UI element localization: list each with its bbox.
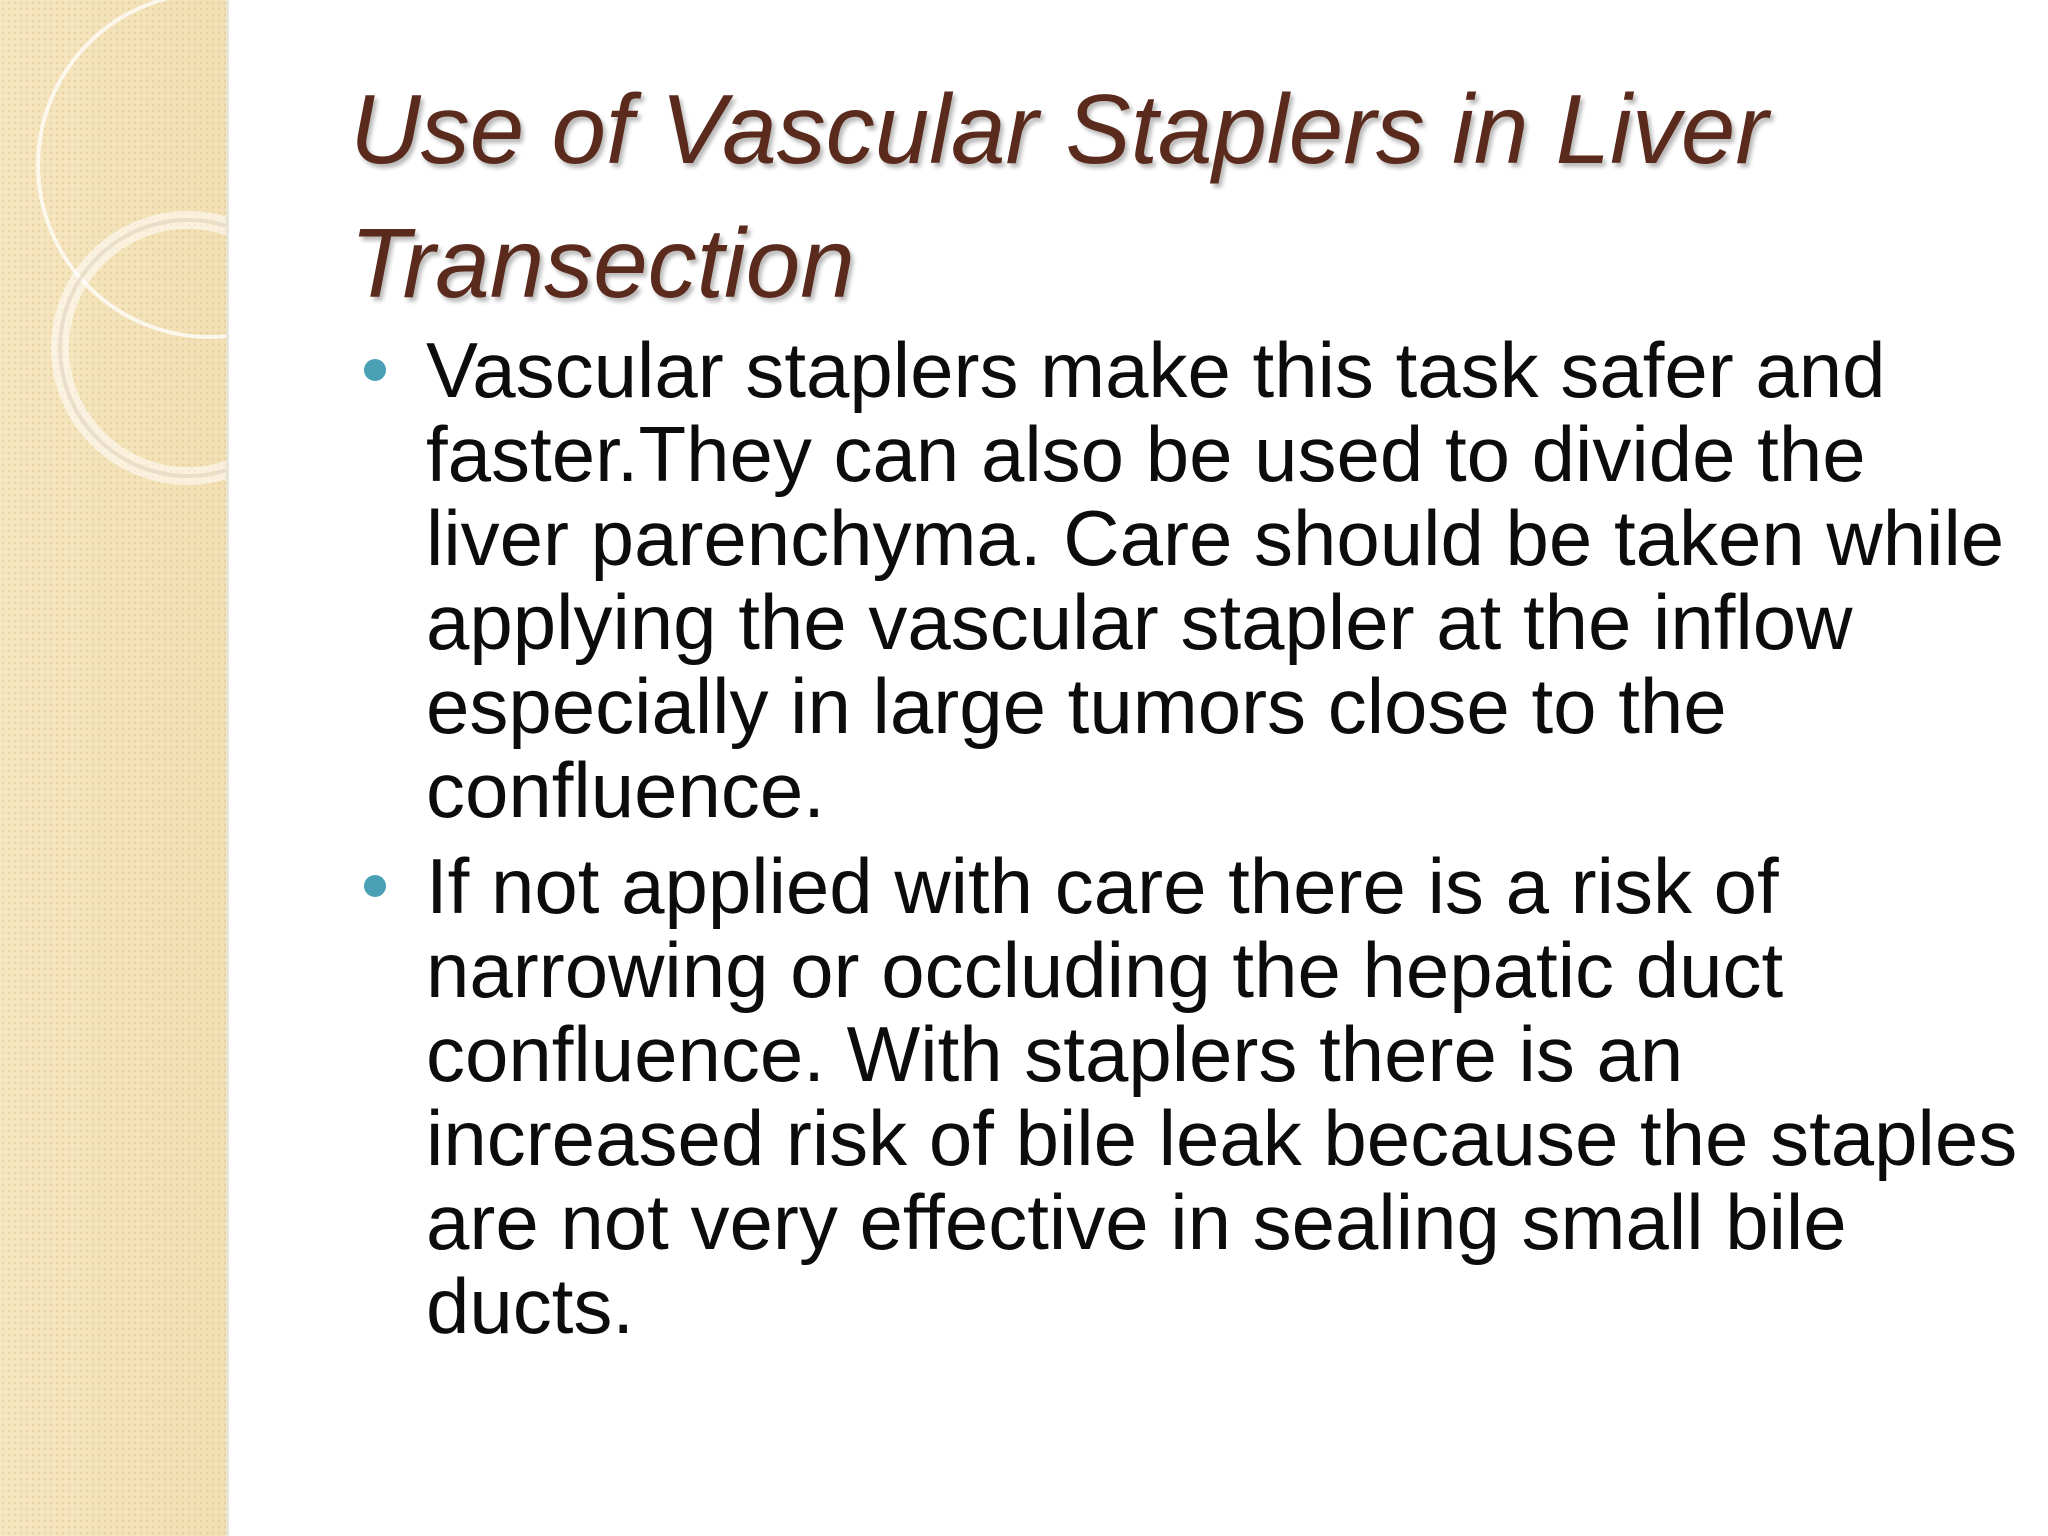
bullet-text: If not applied with care there is a risk of narrowing or occluding the hepatic duct confluence. With staplers there is an increased risk of bile leak because the staples are not very effective in sealing small bile ducts. (426, 842, 2018, 1350)
side-divider (226, 0, 229, 1536)
side-panel (0, 0, 228, 1536)
decorative-rings-icon (0, 0, 228, 520)
bullet-dot-icon (364, 875, 386, 897)
bullet-text: Vascular staplers make this task safer and faster.They can also be used to divide the liver parenchyma. Care should be taken while applying the vascular stapler at the inflow especially in large tumors close to the confluence. (426, 326, 2005, 834)
slide-title: Use of Vascular Staplers in Liver Transection (350, 74, 1768, 318)
bullet-item (360, 844, 2020, 1348)
bullet-dot-icon (364, 359, 386, 381)
bullet-list (360, 328, 2020, 1360)
bullet-item (360, 328, 2020, 832)
